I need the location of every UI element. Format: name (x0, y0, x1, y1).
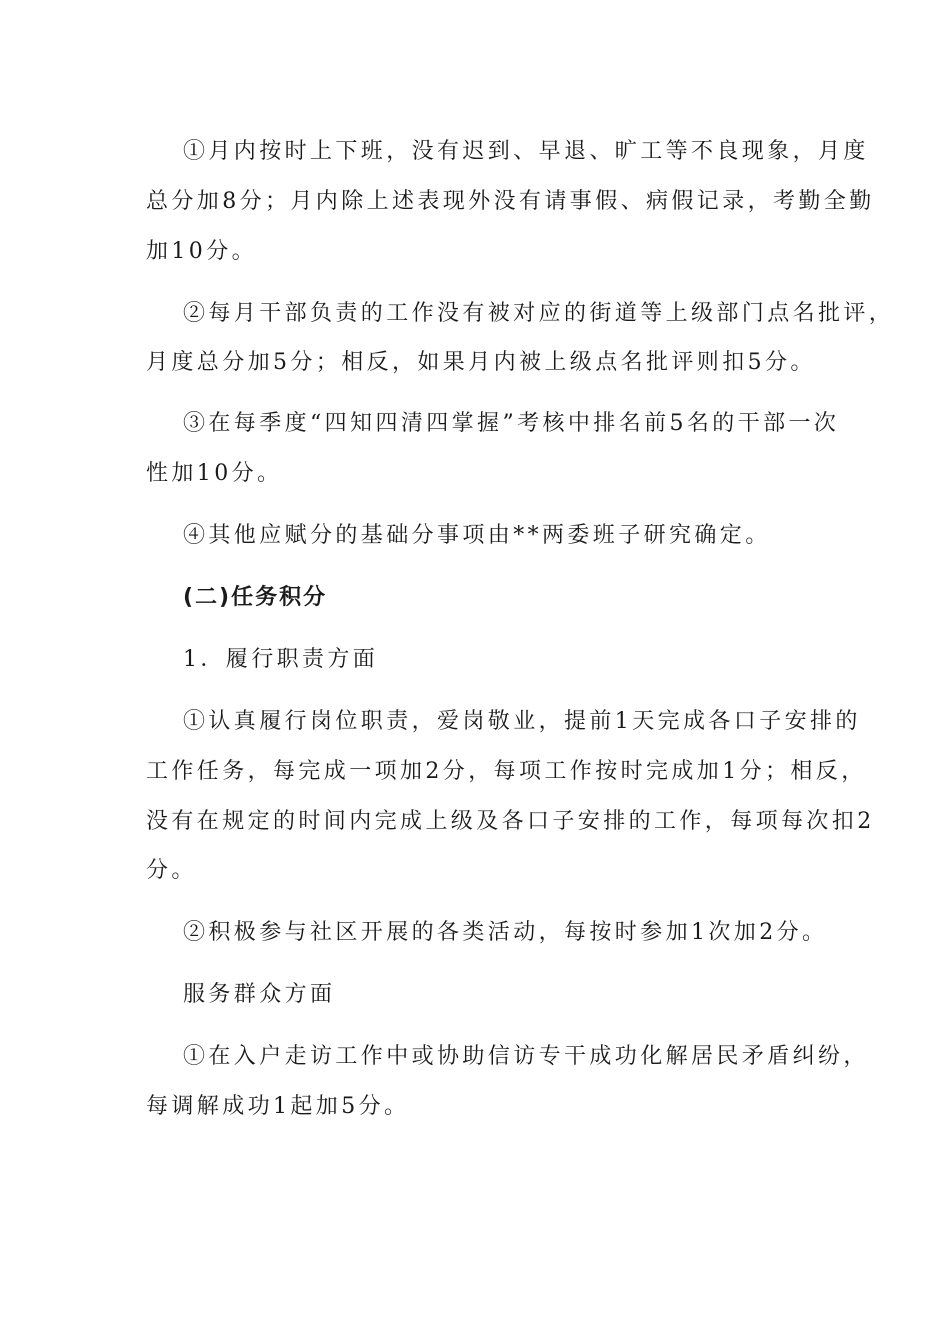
paragraph-1-line-2: 总分加8分；月内除上述表现外没有请事假、病假记录，考勤全勤 (146, 189, 875, 214)
paragraph-7-line-1: ①在入户走访工作中或协助信访专干成功化解居民矛盾纠纷， (183, 1044, 869, 1069)
paragraph-1-line-3: 加10分。 (146, 239, 257, 264)
paragraph-3-line-2: 性加10分。 (146, 461, 283, 486)
paragraph-5-line-3: 没有在规定的时间内完成上级及各口子安排的工作，每项每次扣2 (146, 809, 875, 834)
paragraph-7-line-2: 每调解成功1起加5分。 (146, 1094, 410, 1119)
section-heading-task-points: (二)任务积分 (183, 585, 328, 610)
paragraph-5-line-4: 分。 (146, 858, 197, 883)
paragraph-2-line-1: ②每月干部负责的工作没有被对应的街道等上级部门点名批评， (183, 301, 895, 326)
paragraph-5-line-1: ①认真履行岗位职责，爱岗敬业，提前1天完成各口子安排的 (183, 709, 861, 734)
paragraph-3-line-1: ③在每季度“四知四清四掌握”考核中排名前5名的干部一次 (183, 411, 840, 436)
paragraph-2-line-2: 月度总分加5分；相反，如果月内被上级点名批评则扣5分。 (146, 350, 816, 375)
subheading-duties: 1．履行职责方面 (183, 647, 379, 672)
subheading-serving-public: 服务群众方面 (183, 982, 336, 1007)
paragraph-6-line-1: ②积极参与社区开展的各类活动，每按时参加1次加2分。 (183, 920, 828, 945)
paragraph-4-line-1: ④其他应赋分的基础分事项由**两委班子研究确定。 (183, 523, 771, 548)
paragraph-5-line-2: 工作任务，每完成一项加2分，每项工作按时完成加1分；相反， (146, 759, 867, 784)
paragraph-1-line-1: ①月内按时上下班，没有迟到、早退、旷工等不良现象，月度 (183, 139, 869, 164)
